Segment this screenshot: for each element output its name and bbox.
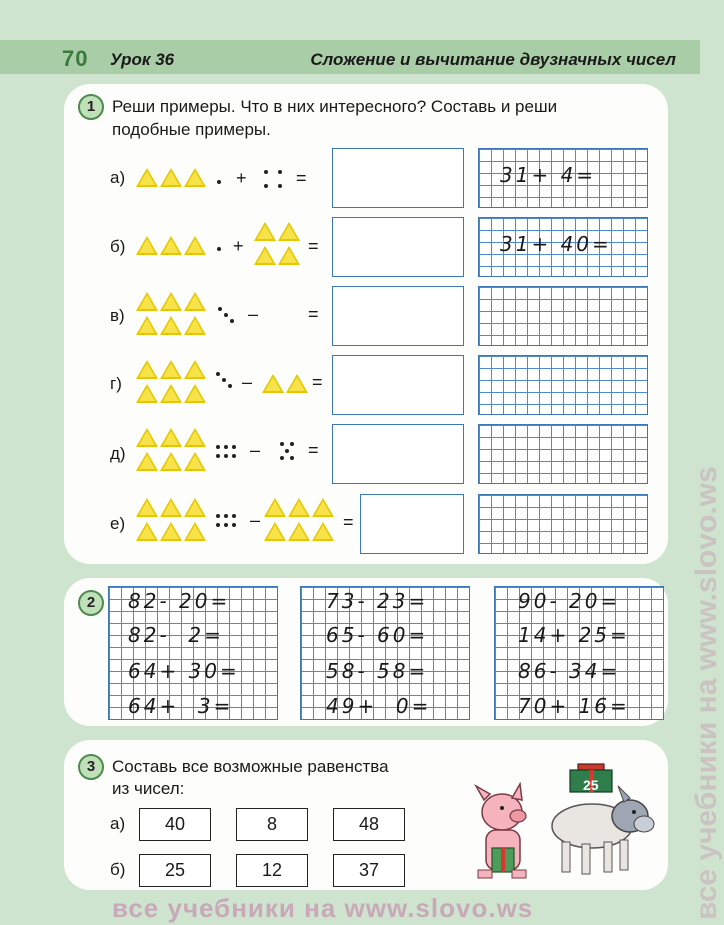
triangle-icon (160, 316, 182, 335)
triangle-icon (160, 498, 182, 517)
lesson-title: Урок 36 (110, 50, 175, 69)
dot-icon (232, 454, 236, 458)
task2-c1-r4: 64+ 3= (128, 694, 234, 718)
number-box: 37 (333, 854, 405, 887)
triangles-g-1 (136, 360, 208, 384)
minus-sign: – (248, 304, 259, 324)
dot-icon (222, 378, 226, 382)
triangles-d-1 (136, 428, 208, 452)
answer-box-v[interactable] (332, 286, 464, 346)
triangles-d-2 (136, 452, 208, 476)
triangle-icon (312, 522, 334, 541)
triangle-icon (136, 292, 158, 311)
piglet-illustration (462, 778, 538, 888)
answer-box-e[interactable] (360, 494, 464, 554)
dot-icon (224, 514, 228, 518)
donkey-illustration (540, 758, 664, 886)
dot-icon (232, 514, 236, 518)
triangles-a (136, 168, 208, 192)
triangles-e-4 (264, 522, 336, 546)
triangle-icon (262, 374, 284, 393)
task2-c3-r3: 86- 34= (518, 659, 621, 683)
grid-v[interactable] (478, 286, 648, 346)
task2-c1-r2: 82- 2= (128, 623, 224, 647)
triangle-icon (278, 222, 300, 241)
triangle-icon (160, 360, 182, 379)
row-g-label: г) (110, 374, 122, 393)
triangle-icon (136, 522, 158, 541)
number-box: 48 (333, 808, 405, 841)
dot-icon (278, 170, 282, 174)
triangle-icon (160, 428, 182, 447)
triangles-v-2 (136, 316, 208, 340)
dot-icon (264, 184, 268, 188)
equals-sign: = (296, 168, 307, 188)
dot-icon (224, 313, 228, 317)
written-a: 31+ 4= (500, 163, 597, 187)
minus-sign: – (250, 510, 261, 530)
triangle-icon (160, 522, 182, 541)
dot-icon (217, 180, 221, 184)
grid-d[interactable] (478, 424, 648, 484)
plus-sign: + (236, 168, 247, 188)
triangle-icon (264, 498, 286, 517)
dot-icon (218, 307, 222, 311)
dot-icon (230, 319, 234, 323)
triangle-icon (184, 168, 206, 187)
task2-c2-r1: 73- 23= (326, 589, 429, 613)
task1-text-line2: подобные примеры. (112, 120, 271, 139)
equals-sign: = (308, 440, 319, 460)
equals-sign: = (343, 512, 354, 532)
triangle-icon (264, 522, 286, 541)
triangle-icon (136, 384, 158, 403)
triangles-e-3 (264, 498, 336, 522)
triangle-icon (286, 374, 308, 393)
triangle-icon (136, 316, 158, 335)
dot-icon (216, 514, 220, 518)
row-v-label: в) (110, 306, 125, 325)
dot-icon (224, 523, 228, 527)
dot-icon (232, 445, 236, 449)
triangle-icon (184, 384, 206, 403)
triangle-icon (184, 522, 206, 541)
task3-row-a-label: а) (110, 814, 126, 833)
triangle-icon (184, 236, 206, 255)
equals-sign: = (312, 372, 323, 392)
number-box: 12 (236, 854, 308, 887)
dot-icon (232, 523, 236, 527)
task2-c3-r2: 14+ 25= (518, 623, 630, 647)
task2-badge: 2 (78, 590, 104, 616)
triangle-icon (136, 360, 158, 379)
task2-c2-r2: 65- 60= (326, 623, 429, 647)
triangle-icon (160, 168, 182, 187)
row-b-label: б) (110, 237, 126, 256)
number-box: 8 (236, 808, 308, 841)
task1-text-line1: Реши примеры. Что в них интересного? Составь и реши (112, 97, 558, 116)
dot-icon (216, 445, 220, 449)
topic-title: Сложение и вычитание двузначных чисел (310, 50, 676, 69)
dot-icon (290, 456, 294, 460)
triangle-icon (184, 452, 206, 471)
task2-c1-r1: 82- 20= (128, 589, 231, 613)
task2-c2-r4: 49+ 0= (326, 694, 432, 718)
dot-icon (264, 170, 268, 174)
triangles-b-right (254, 222, 302, 246)
triangle-icon (288, 522, 310, 541)
number-box: 40 (139, 808, 211, 841)
triangle-icon (184, 498, 206, 517)
dot-icon (285, 449, 289, 453)
triangles-g-3 (262, 374, 310, 398)
triangle-icon (136, 428, 158, 447)
triangle-icon (136, 236, 158, 255)
row-d-label: д) (110, 444, 126, 463)
written-b: 31+ 40= (500, 232, 612, 256)
triangle-icon (160, 452, 182, 471)
row-a-label: а) (110, 168, 126, 187)
triangles-e-2 (136, 522, 208, 546)
triangle-icon (184, 360, 206, 379)
answer-box-b[interactable] (332, 217, 464, 277)
number-box: 25 (139, 854, 211, 887)
task3-text-line1: Составь все возможные равенства (112, 757, 389, 776)
triangle-icon (278, 246, 300, 265)
triangle-icon (288, 498, 310, 517)
answer-box-g[interactable] (332, 355, 464, 415)
task2-c3-r1: 90- 20= (518, 589, 621, 613)
triangle-icon (254, 222, 276, 241)
grid-g[interactable] (478, 355, 648, 415)
side-watermark: все учебники на www.slovo.ws (690, 466, 723, 920)
task3-row-b-label: б) (110, 860, 126, 879)
triangle-icon (160, 292, 182, 311)
equals-sign: = (308, 236, 319, 256)
answer-box-d[interactable] (332, 424, 464, 484)
triangle-icon (312, 498, 334, 517)
triangle-icon (184, 292, 206, 311)
triangles-g-2 (136, 384, 208, 408)
bottom-watermark: все учебники на www.slovo.ws (112, 893, 534, 923)
triangle-icon (160, 236, 182, 255)
dot-icon (216, 454, 220, 458)
dot-icon (280, 456, 284, 460)
dot-icon (278, 184, 282, 188)
triangle-icon (254, 246, 276, 265)
triangle-icon (136, 452, 158, 471)
task2-c1-r3: 64+ 30= (128, 659, 240, 683)
minus-sign: – (250, 440, 261, 460)
triangles-v-1 (136, 292, 208, 316)
row-e-label: е) (110, 514, 126, 533)
dot-icon (216, 523, 220, 527)
task1-badge: 1 (78, 94, 104, 120)
triangle-icon (184, 316, 206, 335)
triangles-b-left (136, 236, 208, 260)
minus-sign: – (242, 372, 253, 392)
dot-icon (290, 442, 294, 446)
dot-icon (217, 247, 221, 251)
triangle-icon (136, 498, 158, 517)
triangles-b-right-2 (254, 246, 302, 270)
equals-sign: = (308, 304, 319, 324)
dot-icon (280, 442, 284, 446)
dot-icon (224, 454, 228, 458)
task2-c3-r4: 70+ 16= (518, 694, 630, 718)
dot-icon (228, 384, 232, 388)
grid-e[interactable] (478, 494, 648, 554)
answer-box-a[interactable] (332, 148, 464, 208)
gift-label: 25 (583, 777, 599, 793)
triangle-icon (136, 168, 158, 187)
triangle-icon (184, 428, 206, 447)
plus-sign: + (233, 236, 244, 256)
dot-icon (216, 372, 220, 376)
page-number: 70 (62, 46, 89, 71)
triangles-e-1 (136, 498, 208, 522)
task3-text-line2: из чисел: (112, 779, 185, 798)
task2-c2-r3: 58- 58= (326, 659, 429, 683)
triangle-icon (160, 384, 182, 403)
dot-icon (224, 445, 228, 449)
task3-badge: 3 (78, 754, 104, 780)
